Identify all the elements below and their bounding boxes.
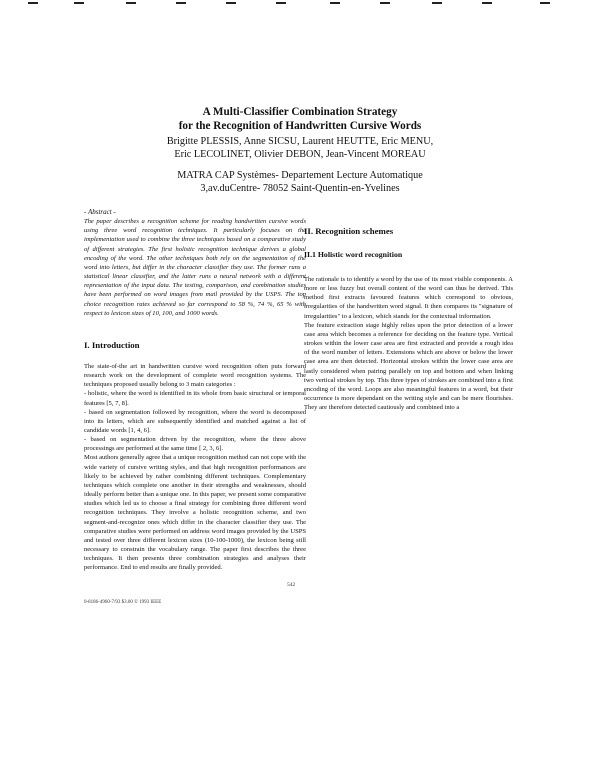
intro-paragraph-5: Most authors generally agree that a unique recognition method can not cope with the wide variety of cursive writing styles, and that high recognition performances are likely to be achieved by rather combining different techniques. Complementary techniques which complete one another in their strengths and weaknesses, should ideally perform better than a unique one. In this paper, we present some comparative studies which led us to choose a final strategy for combining three different word recognition techniques. They involve a holistic recognition scheme, and two segment-and-recognize ones which differ in the character classifier they use. The comparative studies were performed on address word images provided by the USPS and tested over three different lexicon sizes (10-100-1000), the lexicon being still necessary to constrain the vocabulary range. The paper first describes the three techniques. It then presents three combination strategies and analyses their performance. End to end results are finally provided. — [84, 454, 306, 572]
abstract-text: The paper describes a recognition scheme for reading handwritten cursive words using three word recognition techniques. It particularly focuses on the implementation used to combine the three techniques based on a comparative study of different strategies. The first holistic recognition technique derives a global encoding of the word. The other techniques both rely on the segmentation of the word into letters, but differ in the character classifier they use. The former runs a statistical linear classifier, and the latter runs a neural network with a different representation of the input data. The testing, comparison, and combination studies have been performed on word images from mail provided by the USPS. The top choice recognition rates achieved so far correspond to 58 %, 74 %, 65 % with respect to lexicon sizes of 10, 100, and 1000 words. — [84, 218, 306, 317]
abstract-heading: - Abstract - — [84, 208, 116, 216]
paper-title-line-1: A Multi-Classifier Combination Strategy — [202, 106, 398, 118]
title-block — [0, 106, 600, 195]
copyright-code: 0-8186-4960-7/93 $3.00 © 1993 IEEE — [84, 600, 162, 605]
intro-paragraph-4: - based on segmentation driven by the recognition, where the three above processings are performed at the same time [ 2, 3, 6]. — [84, 436, 306, 453]
section-2-paragraph-1: The rationale is to identify a word by the use of its most visible components. A more or less fuzzy but overall content of the word can thus be derived. This method first extracts favoured features which correspond to obvious, irregularities of the handwritten word signal. It then compares its "signature of irregularities" to a lexicon, which stands for the contextual information. — [304, 276, 513, 320]
intro-paragraph-3: - based on segmentation followed by recognition, where the word is decomposed into its letters, which are subsequently identified and matched against a list of candidate words [1, 4, 6]. — [84, 408, 306, 434]
introduction-heading: I. Introduction — [84, 339, 140, 350]
right-column — [304, 212, 513, 412]
section-2-paragraph-2: The feature extraction stage highly relies upon the prior detection of a lower case area which becomes a reference for deciding on the feature type. Vertical strokes within the lower case area are first extracted and provide a rough idea of the word number of letters. Extensions which are above or below the lower case area are then detected. Horizontal strokes within the lower case area are lastly considered when pairing parallely on top and bottom and when linking two vertical strokes by top. This three types of strokes are combined into a first encoding of the word. Loops are also meaningful features in a word, but their occurrence is more dependant on the writing style and can be mere flourishes. They are therefore detected cautiously and combined into a — [304, 321, 513, 412]
left-column — [84, 208, 306, 572]
page-number: 542 — [287, 582, 296, 588]
affiliation-line-1: MATRA CAP Systèmes- Departement Lecture Automatique — [177, 170, 423, 181]
authors-line-1: Brigitte PLESSIS, Anne SICSU, Laurent HEUTTE, Eric MENU, — [166, 136, 434, 147]
section-2-heading: II. Recognition schemes — [304, 226, 394, 236]
paper-title-line-2: for the Recognition of Handwritten Cursive Words — [178, 119, 422, 132]
scan-top-marks — [0, 0, 600, 8]
subsection-2-1-heading: II.1 Holistic word recognition — [304, 250, 403, 259]
intro-paragraph-1: The state-of-the art in handwritten cursive word recognition often puts forward research work on the development of complete word recognition systems. The techniques proposed usually belong to 3 main categories : — [84, 362, 306, 389]
affiliation-line-2: 3,av.duCentre- 78052 Saint-Quentin-en-Yvelines — [200, 182, 400, 194]
authors-line-2: Eric LECOLINET, Olivier DEBON, Jean-Vincent MOREAU — [174, 148, 426, 160]
intro-paragraph-2: - holistic, where the word is identified in its whole from basic structural or temporal features [5, 7, 8]. — [84, 390, 306, 407]
